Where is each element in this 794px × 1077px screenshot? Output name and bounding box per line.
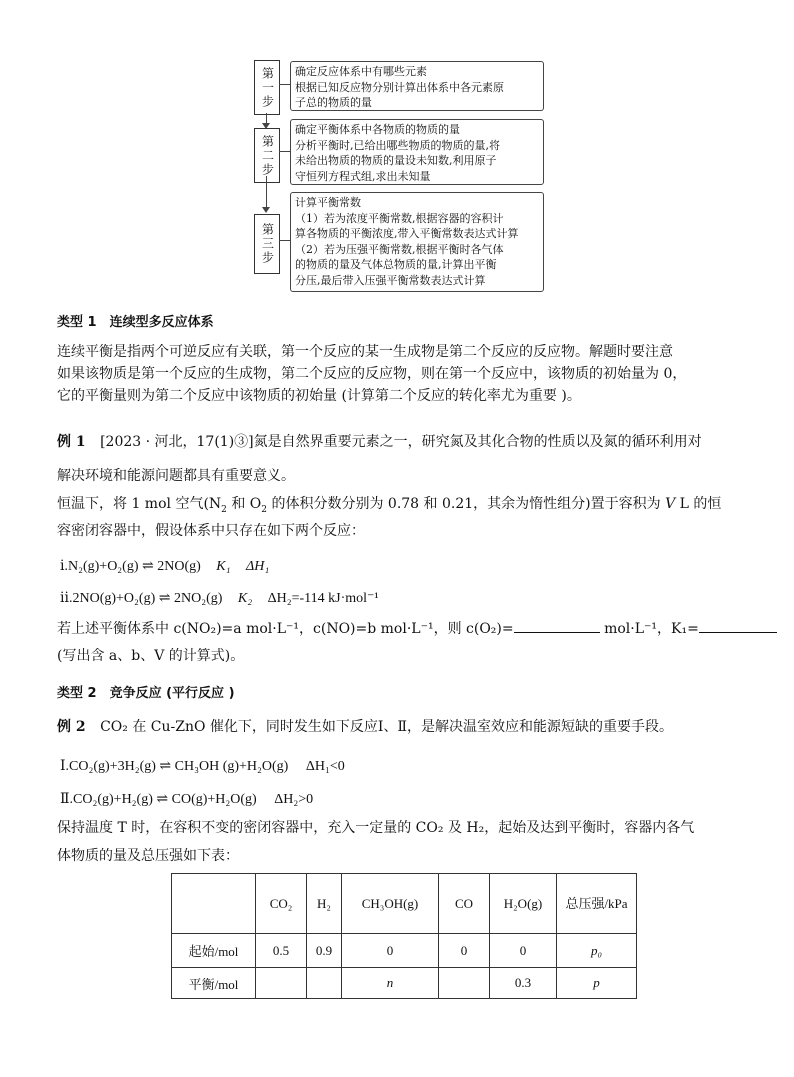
table-cell: 0.5 <box>256 934 307 968</box>
reaction-right: 2NO(g) <box>157 559 201 574</box>
example2-conditions-line2: 体物质的量及总压强如下表： <box>57 848 239 864</box>
step-2-line: 分析平衡时,已给出哪些物质的物质的量,将 <box>295 138 500 152</box>
reaction-left: CO₂(g)+H₂(g) <box>73 792 153 807</box>
enthalpy-change: ΔH₂=-114 kJ·mol⁻¹ <box>267 591 379 606</box>
example1-intro <box>57 431 702 453</box>
cond-text: 恒温下，将 1 mol 空气(N <box>57 496 222 512</box>
equilibrium-arrow-icon: ⇌ <box>156 792 169 807</box>
table-cell: 0 <box>490 934 557 968</box>
step-3-line: 分压,最后带入压强平衡常数表达式计算 <box>295 273 486 287</box>
reaction-right: CH₃OH (g)+H₂O(g) <box>174 759 289 774</box>
example1-question-line2: (写出含 a、b、V 的计算式)。 <box>57 648 245 664</box>
flow-arrow-icon <box>262 207 270 213</box>
para-line: 如果该物质是第一个反应的生成物，第二个反应的反应物，则在第一个反应中，该物质的初始量为 0， <box>57 366 687 382</box>
table-header-cell <box>172 874 256 934</box>
step-2-content <box>290 119 544 185</box>
table-cell <box>307 968 342 999</box>
equilibrium-arrow-icon: ⇌ <box>142 559 154 574</box>
para-line: 连续平衡是指两个可逆反应有关联，第一个反应的某一生成物是第二个反应的反应物。解题时要注意 <box>57 344 673 360</box>
cond-text: L 的恒 <box>675 496 722 512</box>
table-header-cell: 总压强/kPa <box>557 874 637 934</box>
table-header-cell: CO₂ <box>256 874 307 934</box>
enthalpy-change: ΔH₁<0 <box>305 759 345 774</box>
table-header-row <box>172 874 637 934</box>
example1-reaction-1 <box>60 558 269 575</box>
step-1-label: 第一步 <box>254 60 280 115</box>
table-cell <box>256 968 307 999</box>
answer-blank-c-o2[interactable] <box>514 632 600 633</box>
table-cell: n <box>342 968 439 999</box>
step-2-label: 第二步 <box>254 128 280 183</box>
table-row <box>172 968 637 999</box>
example2-intro-text: CO₂ 在 Cu-ZnO 催化下，同时发生如下反应Ⅰ、Ⅱ，是解决温室效应和能源短缺的重要手段。 <box>100 719 673 735</box>
example1-source: [2023 · 河北，17(1)③] <box>100 434 254 450</box>
reaction-right: CO(g)+H₂O(g) <box>171 792 257 807</box>
step-2-line: 守恒列方程式组,求出未知量 <box>295 169 431 183</box>
table-cell: 0.9 <box>307 934 342 968</box>
reaction-left: CO₂(g)+3H₂(g) <box>69 759 156 774</box>
step-2-line: 未给出物质的物质的量设未知数,利用原子 <box>295 154 497 167</box>
example1-conditions-line2: 容密闭容器中，假设体系中只存在如下两个反应： <box>57 523 365 539</box>
flow-arrow-line <box>266 176 267 209</box>
data-table <box>171 873 637 999</box>
equilibrium-constant: K₁ <box>216 559 231 574</box>
table-cell: 0.3 <box>490 968 557 999</box>
para-line: 它的平衡量则为第二个反应中该物质的初始量 (计算第二个反应的转化率尤为重要 )。 <box>57 388 581 404</box>
example2-conditions: 保持温度 T 时，在容积不变的密闭容器中，充入一定量的 CO₂ 及 H₂，起始及达到平衡时，容器内各气 <box>57 820 695 836</box>
table-cell: 0 <box>342 934 439 968</box>
type2-heading: 类型 2 竞争反应 (平行反应 ) <box>57 686 235 701</box>
step-3-line: 的物质的量及气体总物质的量,计算出平衡 <box>295 258 497 271</box>
step-3-label: 第三步 <box>254 214 280 274</box>
connector <box>279 84 290 85</box>
reaction-prefix: ⅰ. <box>60 559 68 574</box>
step-1-line: 子总的物质的量 <box>295 96 372 109</box>
reaction-left: 2NO(g)+O₂(g) <box>72 591 156 606</box>
step-1-content <box>290 61 544 111</box>
table-header-cell: H₂ <box>307 874 342 934</box>
cond-text: 和 O <box>231 496 262 512</box>
table-cell <box>439 968 490 999</box>
enthalpy-change: ΔH₂>0 <box>274 792 314 807</box>
question-text: mol·L⁻¹，K₁= <box>599 621 699 637</box>
step-1-line: 根据已知反应物分别计算出体系中各元素原 <box>295 80 504 94</box>
enthalpy-change: ΔH₁ <box>246 559 270 574</box>
example2-intro <box>57 716 673 738</box>
example1-conditions: 恒温下，将 1 mol 空气($N_2$ 和 $O_2$ 的体积分数分别为 0.78 和 0.21，其余为惰性组分)置于容积为 V L 的恒 <box>57 496 722 515</box>
example2-label: 例 2 <box>57 719 86 735</box>
table-cell: 0 <box>439 934 490 968</box>
reaction-prefix: ⅱ. <box>60 591 73 606</box>
table-cell: p₀ <box>557 934 637 968</box>
table-header-cell: H₂O(g) <box>490 874 557 934</box>
table-row <box>172 934 637 968</box>
table-header-cell: CH₃OH(g) <box>342 874 439 934</box>
step-3-line: 计算平衡常数 <box>295 196 361 209</box>
table-cell: 起始/mol <box>172 934 256 968</box>
example2-reaction-1 <box>60 758 345 775</box>
equilibrium-arrow-icon: ⇌ <box>159 759 172 774</box>
step-2-line: 确定平衡体系中各物质的物质的量 <box>295 123 460 136</box>
reaction-prefix: Ⅱ. <box>60 792 74 807</box>
table-header-cell: CO <box>439 874 490 934</box>
cond-text: 的体积分数分别为 0.78 和 0.21，其余为惰性组分)置于容积为 <box>271 496 666 512</box>
type1-heading: 类型 1 连续型多反应体系 <box>57 315 214 330</box>
connector <box>279 240 290 241</box>
example1-intro-line2: 解决环境和能源问题都具有重要意义。 <box>57 468 295 484</box>
equilibrium-constant: K₂ <box>237 591 253 606</box>
type1-paragraph <box>57 341 757 407</box>
example1-label: 例 1 <box>57 434 86 450</box>
step-3-line: （1）若为浓度平衡常数,根据容器的容积计 <box>295 211 504 225</box>
example1-reaction-2 <box>60 590 379 607</box>
equilibrium-arrow-icon: ⇌ <box>158 591 171 606</box>
table-cell: 平衡/mol <box>172 968 256 999</box>
example1-intro-text: 氮是自然界重要元素之一，研究氮及其化合物的性质以及氮的循环利用对 <box>253 434 702 450</box>
volume-symbol: V <box>665 496 676 512</box>
step-3-line: （2）若为压强平衡常数,根据平衡时各气体 <box>295 242 504 256</box>
example1-question <box>57 618 777 640</box>
connector <box>279 151 290 152</box>
reaction-left: N₂(g)+O₂(g) <box>67 559 139 574</box>
reaction-right: 2NO₂(g) <box>173 591 223 606</box>
answer-blank-k1[interactable] <box>699 632 777 633</box>
table-cell: p <box>557 968 637 999</box>
step-3-content <box>290 192 544 292</box>
question-text: 若上述平衡体系中 c(NO₂)=a mol·L⁻¹，c(NO)=b mol·L⁻¹，则 c(O₂)= <box>57 621 514 637</box>
reaction-prefix: Ⅰ. <box>60 759 70 774</box>
step-1-line: 确定反应体系中有哪些元素 <box>295 65 427 78</box>
step-3-line: 算各物质的平衡浓度,带入平衡常数表达式计算 <box>295 227 519 240</box>
example2-reaction-2 <box>60 791 313 808</box>
